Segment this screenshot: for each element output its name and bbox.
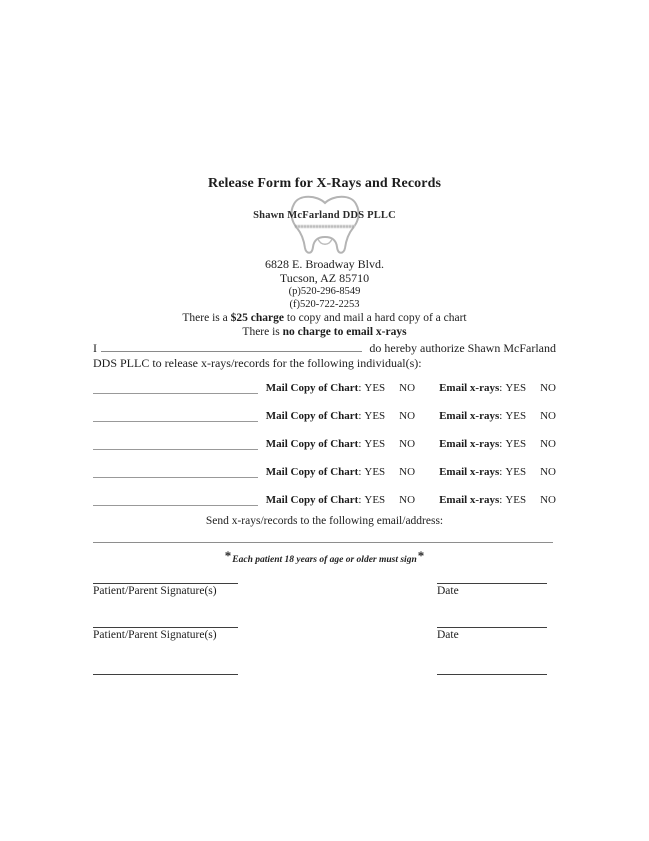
signature-column-2	[93, 627, 437, 642]
address-street: 6828 E. Broadway Blvd.	[265, 257, 384, 271]
mail-charge-notice	[93, 311, 556, 325]
logo-tagline-illegible	[295, 225, 355, 228]
sign-note-text: Each patient 18 years of age or older must sign	[232, 555, 417, 565]
mail-yes-option-3[interactable]: YES	[364, 438, 386, 450]
mail-no-option-5[interactable]: NO	[399, 494, 416, 506]
colon-separator: :	[358, 410, 362, 422]
mail-chart-label: Mail Copy of Chart	[265, 382, 359, 394]
email-xrays-label: Email x-rays	[439, 494, 500, 506]
form-content	[93, 0, 556, 675]
mail-chart-label: Mail Copy of Chart	[265, 438, 359, 450]
email-no-option-5[interactable]: NO	[540, 494, 556, 506]
individual-name-field-5[interactable]	[93, 494, 258, 506]
sign-requirement-note	[93, 547, 556, 565]
authorization-line2: DDS PLLC to release x-rays/records for the following individual(s):	[93, 355, 422, 370]
signature-block-1	[93, 583, 556, 598]
charge2-pre: There is	[242, 326, 283, 338]
date-label-1: Date	[437, 585, 459, 597]
authorizer-name-field[interactable]	[101, 340, 362, 352]
email-charge-notice	[93, 325, 556, 339]
email-xrays-options-3	[439, 438, 556, 450]
colon-separator: :	[499, 466, 503, 478]
signature-column-3	[93, 674, 437, 675]
colon-separator: :	[358, 438, 362, 450]
authorization-suffix: do hereby authorize Shawn McFarland	[369, 341, 556, 355]
date-line-1[interactable]	[437, 583, 547, 584]
mail-chart-options-2	[266, 410, 415, 422]
mail-no-option-4[interactable]: NO	[399, 466, 416, 478]
mail-chart-options-5	[266, 494, 415, 506]
individual-rows	[93, 381, 556, 506]
signature-label-1: Patient/Parent Signature(s)	[93, 585, 217, 597]
email-xrays-options-2	[439, 410, 556, 422]
individual-name-field-2[interactable]	[93, 410, 258, 422]
individual-row-4	[93, 465, 556, 478]
date-column-2	[437, 627, 556, 642]
address-city: Tucson, AZ 85710	[279, 271, 370, 285]
signature-block-2	[93, 627, 556, 642]
signature-line-2[interactable]	[93, 627, 238, 628]
mail-no-option-3[interactable]: NO	[399, 438, 416, 450]
colon-separator: :	[499, 382, 503, 394]
mail-chart-label: Mail Copy of Chart	[265, 466, 359, 478]
practice-name: Shawn McFarland DDS PLLC	[253, 210, 396, 221]
email-xrays-options-5	[439, 494, 556, 506]
signature-column-1	[93, 583, 437, 598]
individual-name-field-1[interactable]	[93, 382, 258, 394]
charge1-post: to copy and mail a hard copy of a chart	[283, 312, 467, 324]
asterisk-left: *	[224, 548, 232, 563]
email-xrays-label: Email x-rays	[439, 438, 500, 450]
charge1-pre: There is a	[182, 312, 231, 324]
mail-chart-label: Mail Copy of Chart	[265, 494, 359, 506]
mail-yes-option-2[interactable]: YES	[364, 410, 386, 422]
email-yes-option-1[interactable]: YES	[505, 382, 527, 394]
colon-separator: :	[499, 410, 503, 422]
email-address-field[interactable]	[93, 542, 553, 543]
date-line-3[interactable]	[437, 674, 547, 675]
email-yes-option-4[interactable]: YES	[505, 466, 527, 478]
colon-separator: :	[358, 494, 362, 506]
mail-no-option-2[interactable]: NO	[399, 410, 416, 422]
send-instruction: Send x-rays/records to the following email/address:	[205, 515, 444, 527]
signature-block-3	[93, 674, 556, 675]
asterisk-right: *	[417, 548, 425, 563]
email-xrays-label: Email x-rays	[439, 410, 500, 422]
email-xrays-label: Email x-rays	[439, 466, 500, 478]
mail-chart-label: Mail Copy of Chart	[265, 410, 359, 422]
email-xrays-options-4	[439, 466, 556, 478]
mail-chart-options-4	[266, 466, 415, 478]
email-xrays-label: Email x-rays	[439, 382, 500, 394]
mail-chart-options-1	[266, 382, 415, 394]
date-column-3	[437, 674, 556, 675]
colon-separator: :	[358, 466, 362, 478]
practice-logo	[93, 194, 556, 257]
mail-chart-options-3	[266, 438, 415, 450]
mail-yes-option-5[interactable]: YES	[364, 494, 386, 506]
date-label-2: Date	[437, 629, 459, 641]
phone-number: (p)520-296-8549	[288, 286, 361, 297]
colon-separator: :	[358, 382, 362, 394]
email-xrays-options-1	[439, 382, 556, 394]
individual-name-field-3[interactable]	[93, 438, 258, 450]
email-yes-option-2[interactable]: YES	[505, 410, 527, 422]
colon-separator: :	[499, 438, 503, 450]
charge2-bold: no charge to email x-rays	[282, 326, 407, 338]
email-no-option-1[interactable]: NO	[540, 382, 556, 394]
email-yes-option-3[interactable]: YES	[505, 438, 527, 450]
authorization-line1	[93, 340, 556, 356]
individual-row-1	[93, 381, 556, 394]
mail-yes-option-4[interactable]: YES	[364, 466, 386, 478]
email-yes-option-5[interactable]: YES	[505, 494, 527, 506]
email-no-option-4[interactable]: NO	[540, 466, 556, 478]
date-column-1	[437, 583, 556, 598]
signature-line-3[interactable]	[93, 674, 238, 675]
signature-line-1[interactable]	[93, 583, 238, 584]
page-title: Release Form for X-Rays and Records	[207, 176, 442, 191]
individual-row-3	[93, 437, 556, 450]
authorization-prefix: I	[93, 341, 97, 355]
colon-separator: :	[499, 494, 503, 506]
individual-name-field-4[interactable]	[93, 466, 258, 478]
individual-row-5	[93, 493, 556, 506]
email-no-option-2[interactable]: NO	[540, 410, 556, 422]
email-no-option-3[interactable]: NO	[540, 438, 556, 450]
mail-no-option-1[interactable]: NO	[399, 382, 416, 394]
date-line-2[interactable]	[437, 627, 547, 628]
authorization-statement	[93, 340, 556, 370]
mail-yes-option-1[interactable]: YES	[364, 382, 386, 394]
charge1-amount: $25 charge	[230, 312, 284, 324]
fax-number: (f)520-722-2253	[289, 299, 360, 310]
signature-label-2: Patient/Parent Signature(s)	[93, 629, 217, 641]
individual-row-2	[93, 409, 556, 422]
